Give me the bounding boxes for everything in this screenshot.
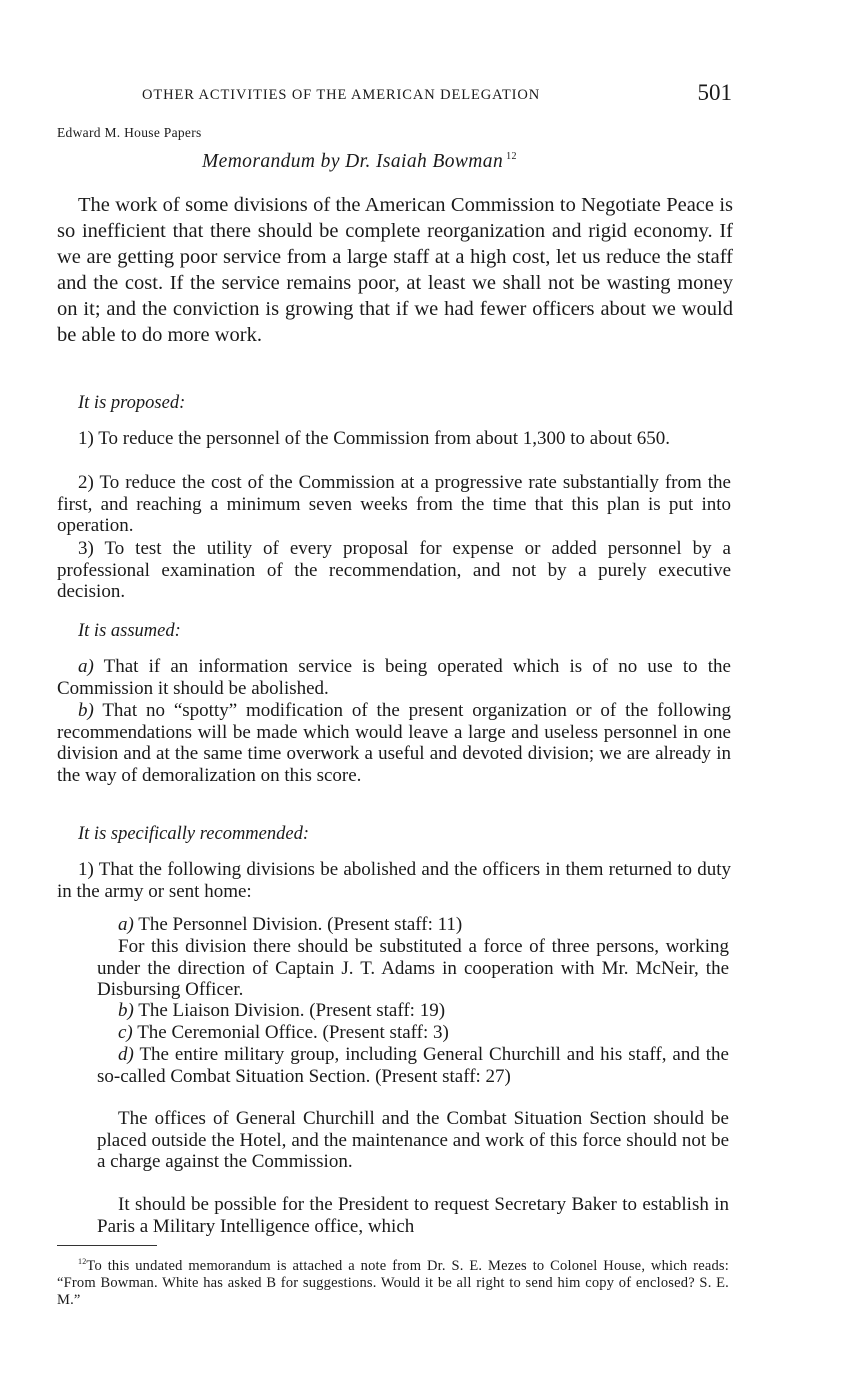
document-title — [202, 151, 517, 173]
proposed-heading: It is proposed: — [78, 393, 186, 413]
recommended-item-a-detail: For this division there should be substituted a force of three persons, working under the direction of Captain J. T. Adams in cooperation with Mr. McNeir, the Disbursing Officer. — [97, 936, 729, 1000]
footnote-divider — [57, 1245, 157, 1246]
footnote — [57, 1253, 729, 1309]
recommended-item-b-label: b) — [118, 1000, 134, 1021]
recommended-item-d — [97, 1044, 729, 1087]
source-line: Edward M. House Papers — [57, 125, 202, 140]
recommended-item-a-text: The Personnel Division. (Present staff: 11) — [138, 914, 463, 935]
recommended-item-b — [97, 1000, 729, 1022]
running-head — [142, 82, 732, 112]
proposed-item-1: 1) To reduce the personnel of the Commission from about 1,300 to about 650. — [78, 428, 670, 449]
proposed-item-3: 3) To test the utility of every proposal for expense or added personnel by a professional examination of the recommendation, and not by a purely executive decision. — [57, 538, 731, 602]
assumed-item-b-label: b) — [78, 700, 94, 721]
recommended-item-a — [97, 914, 729, 936]
recommended-intro: 1) That the following divisions be abolished and the officers in them returned to duty in the army or sent home: — [57, 859, 731, 902]
assumed-item-b — [57, 700, 731, 786]
recommended-item-d-text: The entire military group, including General Churchill and his staff, and the so-called Combat Situation Section. (Present staff: 27) — [97, 1044, 729, 1087]
running-title: OTHER ACTIVITIES OF THE AMERICAN DELEGATION — [142, 87, 541, 103]
assumed-item-a — [57, 656, 731, 699]
assumed-item-a-text: That if an information service is being operated which is of no use to the Commission it should be abolished. — [57, 656, 731, 699]
assumed-item-a-label: a) — [78, 656, 94, 677]
recommended-heading: It is specifically recommended: — [78, 824, 309, 844]
intro-paragraph: The work of some divisions of the American Commission to Negotiate Peace is so inefficient that there should be complete reorganization and rigid economy. If we are getting poor service from a large staff at a high cost, let us reduce the staff and the cost. If the service remains poor, at least we shall not be wasting money on it; and the conviction is growing that if we had fewer officers about we would be able to do more work. — [57, 194, 733, 346]
recommended-item-c — [97, 1022, 729, 1044]
assumed-heading: It is assumed: — [78, 621, 181, 641]
assumed-item-b-text: That no “spotty” modification of the present organization or of the following recommendations will be made which would leave a large and useless personnel in one division and at the same time overwork a useful and devoted division; we are already in the way of demoralization on this score. — [57, 700, 731, 786]
recommended-item-a-label: a) — [118, 914, 134, 935]
page-number: 501 — [697, 80, 732, 105]
recommended-item-b-text: The Liaison Division. (Present staff: 19) — [138, 1000, 446, 1021]
recommended-item-c-text: The Ceremonial Office. (Present staff: 3) — [137, 1022, 449, 1043]
footnote-text: To this undated memorandum is attached a note from Dr. S. E. Mezes to Colonel House, which reads: “From Bowman. White has asked B for suggestions. Would it be all right to send him copy of enclosed? S. E. M.” — [57, 1258, 729, 1308]
proposed-item-2: 2) To reduce the cost of the Commission at a progressive rate substantially from the first, and reaching a minimum seven weeks from the time that this plan is put into operation. — [57, 472, 731, 536]
recommended-item-d-detail-2: It should be possible for the President to request Secretary Baker to establish in Paris a Military Intelligence office, which — [97, 1194, 729, 1237]
document-title-text: Memorandum by Dr. Isaiah Bowman — [202, 151, 504, 172]
footnote-number: 12 — [78, 1257, 87, 1266]
recommended-item-c-label: c) — [118, 1022, 133, 1043]
recommended-item-d-detail-1: The offices of General Churchill and the Combat Situation Section should be placed outside the Hotel, and the maintenance and work of this force should not be a charge against the Commission. — [97, 1108, 729, 1172]
recommended-item-d-label: d) — [118, 1044, 134, 1065]
footnote-reference[interactable]: 12 — [506, 151, 517, 162]
